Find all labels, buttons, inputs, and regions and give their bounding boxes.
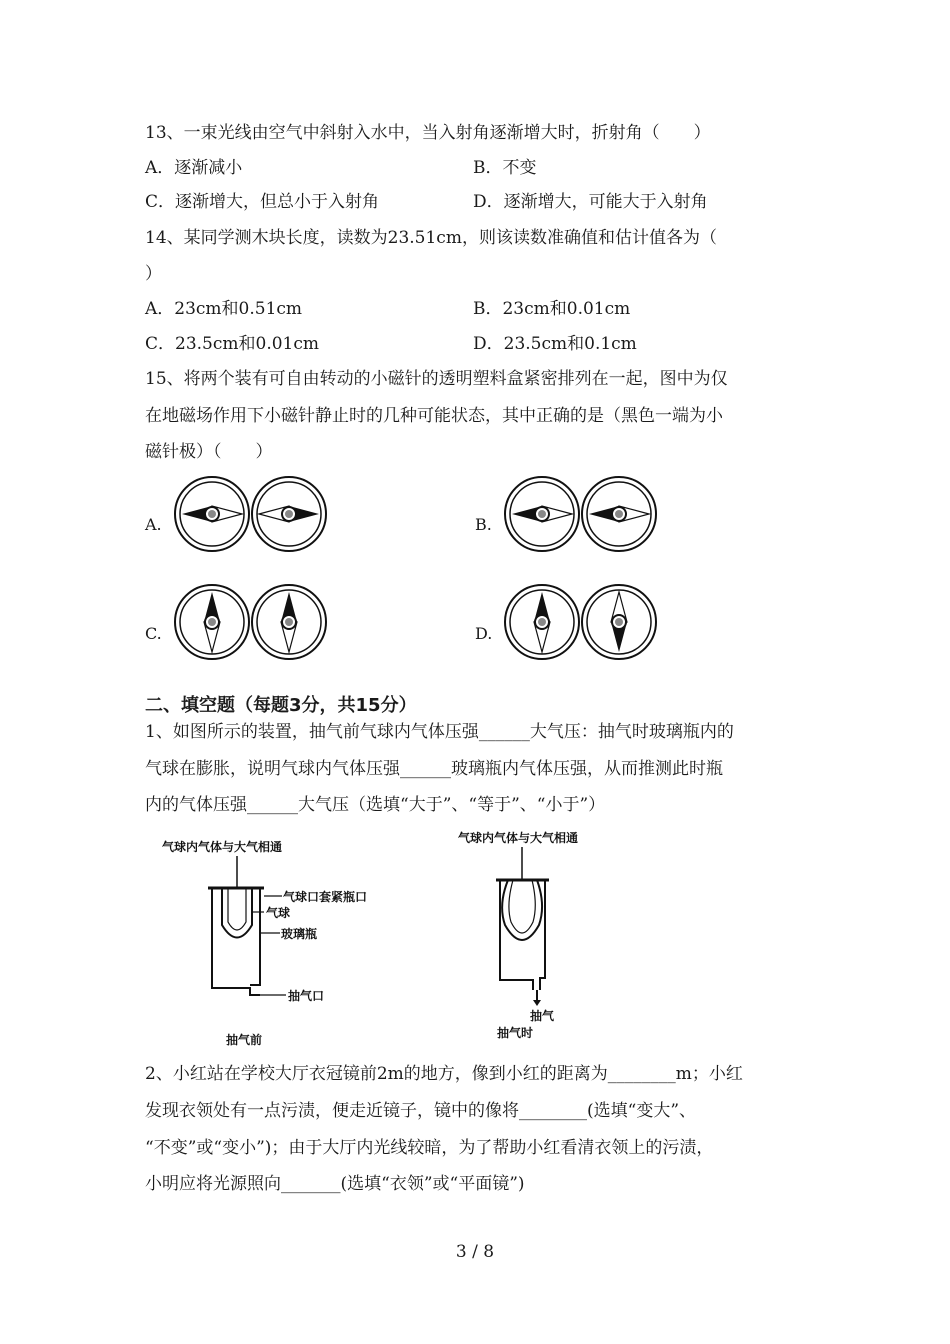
q13-option-b: B．不变 [473,158,537,178]
q15-stem-line3: 磁针极）（ ） [145,442,273,462]
q15-label-a: A. [145,515,162,534]
f1-line2: 气球在膨胀，说明气球内气体压强______玻璃瓶内气体压强，从而推测此时瓶 [145,759,723,779]
q14-stem-end: ） [145,264,162,284]
fig-left-caption: 抽气前 [226,1033,263,1047]
q15-stem-line2: 在地磁场作用下小磁针静止时的几种可能状态，其中正确的是（黑色一端为小 [145,406,723,426]
f2-line2: 发现衣领处有一点污渍，便走近镜子，镜中的像将________(选填“变大”、 [145,1101,697,1121]
q13-option-c: C．逐渐增大，但总小于入射角 [145,192,380,212]
f1-line3: 内的气体压强______大气压（选填“大于”、“等于”、“小于”） [145,795,606,815]
fig-right-caption: 抽气时 [497,1026,534,1040]
q14-option-a: A．23cm和0.51cm [145,299,303,319]
q14-stem: 14、某同学测木块长度，读数为23.51cm，则该读数准确值和估计值各为（ [145,228,717,248]
fig-left-bottle-label: 玻璃瓶 [281,927,318,941]
page-number: 3 / 8 [455,1242,495,1262]
fig-left-outlet-label: 抽气口 [288,989,325,1003]
q15-stem-line1: 15、将两个装有可自由转动的小磁针的透明塑料盒紧密排列在一起，图中为仅 [145,369,728,389]
q15-label-d: D. [475,624,493,643]
q13-option-a: A．逐渐减小 [145,158,243,178]
f2-line3: “不变”或“变小”)；由于大厅内光线较暗，为了帮助小红看清衣领上的污渍， [145,1138,714,1158]
q13-stem: 13、一束光线由空气中斜射入水中，当入射角逐渐增大时，折射角（ ） [145,123,711,143]
q14-option-b: B．23cm和0.01cm [473,299,631,319]
fig-left-top-label: 气球内气体与大气相通 [162,840,283,854]
section-title: 二、填空题（每题3分，共15分） [145,695,417,716]
fig-right-pump-label: 抽气 [530,1009,555,1023]
q15-label-c: C. [145,624,162,643]
f2-line1: 2、小红站在学校大厅衣冠镜前2m的地方，像到小红的距离为________m；小红 [145,1064,743,1084]
q14-option-c: C．23.5cm和0.01cm [145,334,319,354]
q13-option-d: D．逐渐增大，可能大于入射角 [473,192,708,212]
fig-left-balloon-label: 气球 [266,906,291,920]
q15-label-b: B. [475,515,492,534]
q14-option-d: D．23.5cm和0.1cm [473,334,637,354]
f2-line4: 小明应将光源照向_______(选填“衣领”或“平面镜”) [145,1174,525,1194]
f1-line1: 1、如图所示的装置，抽气前气球内气体压强______大气压：抽气时玻璃瓶内的 [145,722,734,742]
fig-right-top-label: 气球内气体与大气相通 [458,831,579,845]
fig-left-mouth-label: 气球口套紧瓶口 [283,890,368,904]
